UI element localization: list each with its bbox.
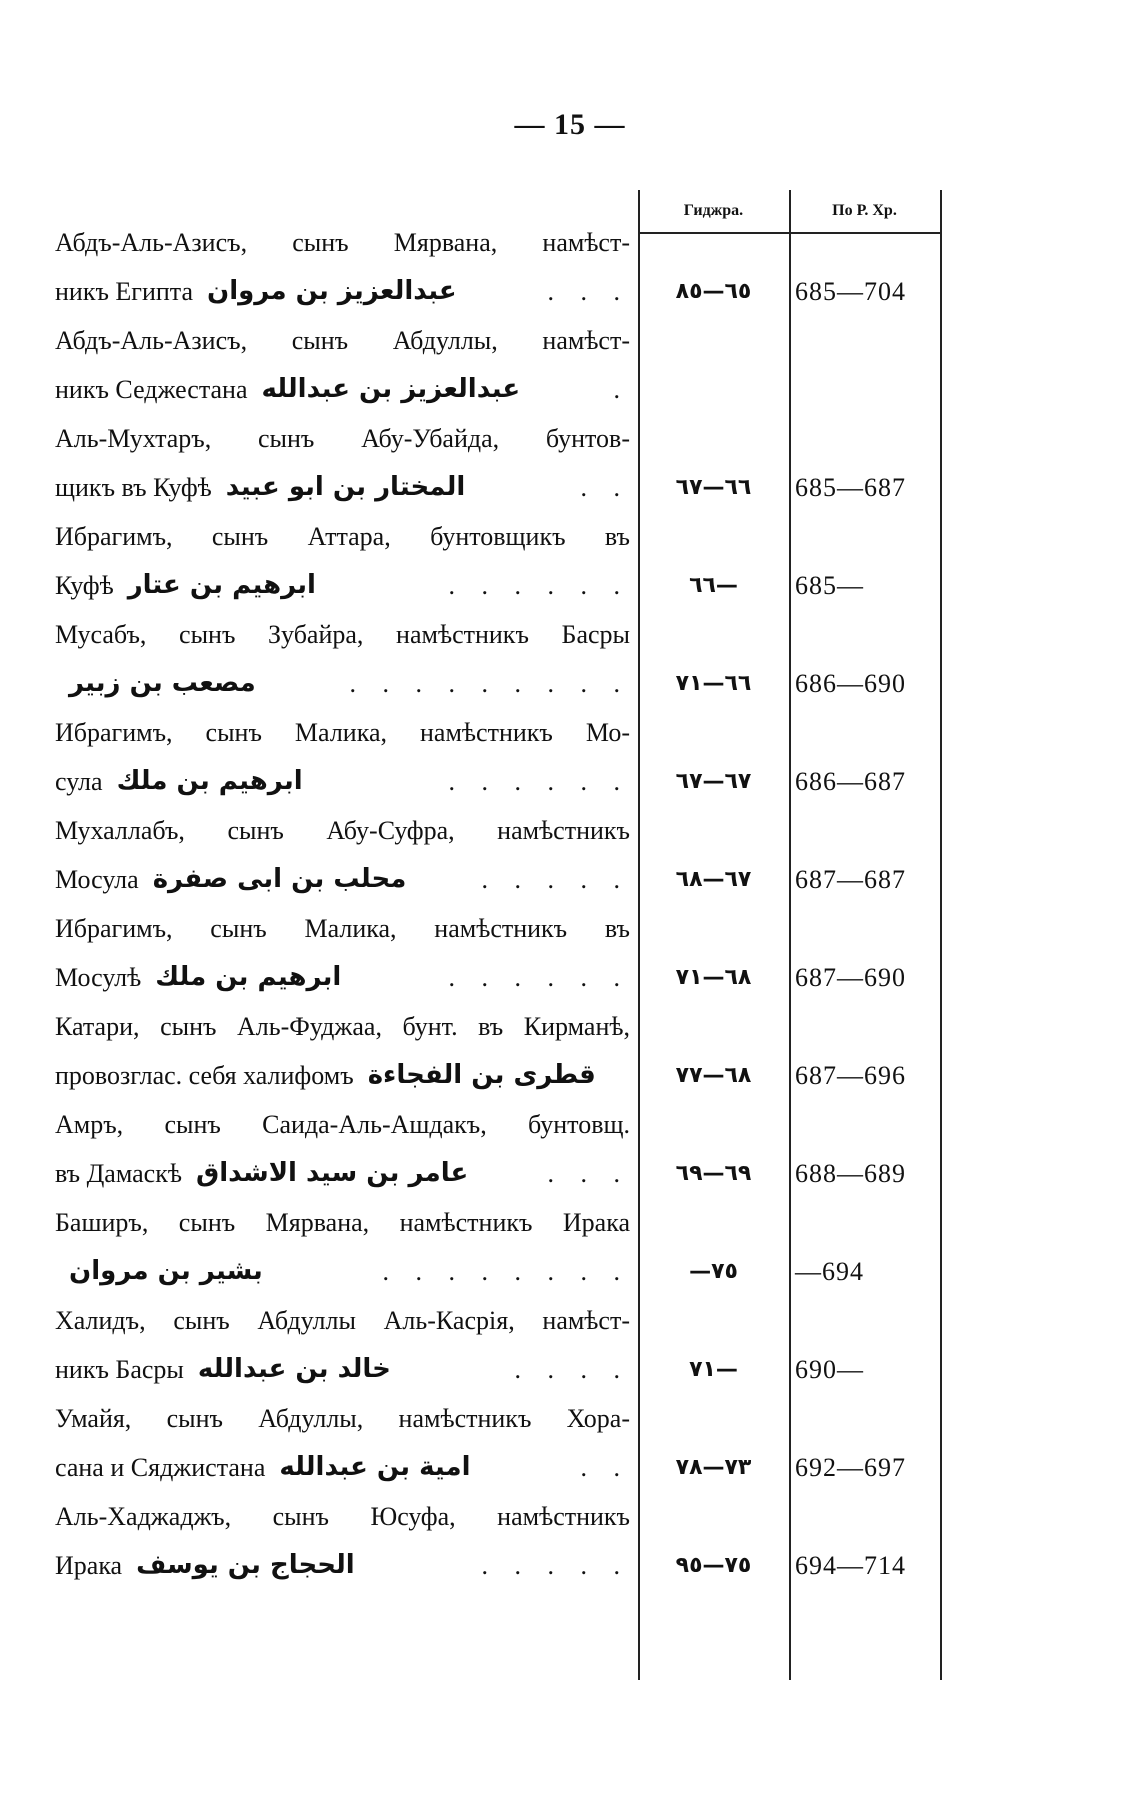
entry-location: сана и Сяджистана: [55, 1453, 266, 1482]
entry-name-line: [55, 855, 630, 904]
entry-row: [55, 1002, 940, 1100]
entry-location: Мосулѣ: [55, 963, 142, 992]
entry-arabic-name: محلب بن ابى صفرة: [152, 864, 407, 894]
entry-arabic-name: عبدالعزيز بن عبدالله: [261, 374, 521, 404]
entry-description: Абдъ-Аль-Азисъ, сынъ Абдуллы, намѣст-: [55, 326, 630, 355]
entry-name-line: [55, 1051, 630, 1100]
dot-leader: . . . . . . . .: [382, 1257, 630, 1286]
hijra-years: ٦٧—٦٨: [675, 867, 752, 892]
ad-years: 685—687: [795, 473, 906, 502]
ad-years: 690—: [795, 1355, 864, 1384]
entry-arabic-name: عامر بن سيد الاشداق: [195, 1158, 469, 1188]
ad-years: 686—687: [795, 767, 906, 796]
ad-years: 692—697: [795, 1453, 906, 1482]
entry-row: [55, 1394, 940, 1492]
hijra-years: ٧٥—٩٥: [675, 1553, 752, 1578]
entry-name-line: [55, 561, 630, 610]
entry-description: Умайя, сынъ Абдуллы, намѣстникъ Хора-: [55, 1404, 630, 1433]
entry-description: Ибрагимъ, сынъ Малика, намѣстникъ въ: [55, 914, 630, 943]
column-header-hijra: Гиджра.: [683, 202, 744, 219]
entry-description: Аль-Мухтаръ, сынъ Абу-Убайда, бунтов-: [55, 424, 630, 453]
entry-arabic-name: قطرى بن الفجاءة: [367, 1060, 596, 1090]
entry-description: Мухаллабъ, сынъ Абу-Суфра, намѣстникъ: [55, 816, 630, 845]
entry-location: въ Дамаскѣ: [55, 1159, 182, 1188]
entry-location: Куфѣ: [55, 571, 114, 600]
dot-leader: . . . . . .: [448, 767, 630, 796]
entry-location: никъ Египта: [55, 277, 193, 306]
dot-leader: . . . . . . . . .: [349, 669, 630, 698]
ad-years: —694: [795, 1257, 864, 1286]
entry-arabic-name: ابرهيم بن ملك: [116, 766, 303, 796]
dot-leader: . . . . . .: [448, 963, 630, 992]
column-divider-right: [940, 190, 942, 1680]
entry-row: [55, 218, 940, 316]
entry-description: Халидъ, сынъ Абдуллы Аль-Касрія, намѣст-: [55, 1306, 630, 1335]
dot-leader: . .: [580, 1453, 630, 1482]
entry-location: провозглас. себя халифомъ: [55, 1061, 354, 1090]
entry-row: [55, 806, 940, 904]
entry-row: [55, 1100, 940, 1198]
entry-description: Абдъ-Аль-Азисъ, сынъ Мярвана, намѣст-: [55, 228, 630, 257]
entry-location: щикъ въ Куфѣ: [55, 473, 212, 502]
entry-arabic-name: عبدالعزيز بن مروان: [207, 276, 457, 306]
dot-leader: . . . .: [514, 1355, 630, 1384]
entry-row: [55, 1296, 940, 1394]
dot-leader: . . . . . .: [448, 571, 630, 600]
entry-row: [55, 904, 940, 1002]
entry-name-line: [55, 365, 630, 414]
column-header-ad: По Р. Хр.: [832, 202, 897, 219]
dot-leader: .: [613, 375, 630, 404]
hijra-years: ٧١—: [689, 1357, 738, 1382]
ad-years: 687—690: [795, 963, 906, 992]
entry-row: [55, 610, 940, 708]
entry-location: сула: [55, 767, 103, 796]
entry-arabic-name: بشير بن مروان: [69, 1256, 263, 1286]
dot-leader: . . .: [547, 1159, 630, 1188]
hijra-years: ٧٣—٧٨: [675, 1455, 752, 1480]
entry-description: Ибрагимъ, сынъ Малика, намѣстникъ Мо-: [55, 718, 630, 747]
dot-leader: . . . . .: [481, 1551, 630, 1580]
dot-leader: . . .: [547, 277, 630, 306]
ad-years: 694—714: [795, 1551, 906, 1580]
ad-years: 687—696: [795, 1061, 906, 1090]
ad-years: 686—690: [795, 669, 906, 698]
entry-name-line: [55, 953, 630, 1002]
entry-arabic-name: خالد بن عبدالله: [197, 1354, 391, 1384]
entry-name-line: [55, 463, 630, 512]
entry-name-line: [55, 659, 630, 708]
entry-arabic-name: ابرهيم بن عتار: [127, 570, 316, 600]
hijra-years: ٦٨—٧٧: [675, 1063, 752, 1088]
ad-years: 687—687: [795, 865, 906, 894]
hijra-years: ٦٦—: [689, 573, 738, 598]
entry-location: Ирака: [55, 1551, 123, 1580]
ad-years: 685—: [795, 571, 864, 600]
entry-row: [55, 1198, 940, 1296]
entry-name-line: [55, 757, 630, 806]
hijra-years: ٦٥—٨٥: [675, 279, 752, 304]
dot-leader: . .: [580, 473, 630, 502]
entry-row: [55, 414, 940, 512]
hijra-years: ٦٩—٦٩: [675, 1161, 752, 1186]
entry-arabic-name: امية بن عبدالله: [279, 1452, 471, 1482]
entry-list: [55, 218, 940, 1590]
entry-description: Амръ, сынъ Саида-Аль-Ашдакъ, бунтовщ.: [55, 1110, 630, 1139]
entry-row: [55, 708, 940, 806]
hijra-years: ٦٦—٧١: [675, 671, 752, 696]
hijra-years: ٦٨—٧١: [675, 965, 752, 990]
entry-description: Мусабъ, сынъ Зубайра, намѣстникъ Басры: [55, 620, 630, 649]
entry-name-line: [55, 1345, 630, 1394]
entry-name-line: [55, 1443, 630, 1492]
entry-location: Мосула: [55, 865, 139, 894]
hijra-years: —٧٥: [689, 1259, 738, 1284]
entry-location: никъ Басры: [55, 1355, 184, 1384]
entry-row: [55, 316, 940, 414]
entry-description: Баширъ, сынъ Мярвана, намѣстникъ Ирака: [55, 1208, 630, 1237]
page-number: — 15 —: [514, 108, 626, 141]
hijra-years: ٦٧—٦٧: [675, 769, 752, 794]
ad-years: [795, 365, 940, 414]
entry-description: Катари, сынъ Аль-Фуджаа, бунт. въ Кирманѣ,: [55, 1012, 630, 1041]
entry-arabic-name: مصعب بن زبير: [69, 668, 256, 698]
dot-leader: . . . . .: [481, 865, 630, 894]
entry-name-line: [55, 267, 630, 316]
entry-arabic-name: المختار بن ابو عبيد: [225, 472, 466, 502]
entry-arabic-name: ابرهيم بن ملك: [155, 962, 342, 992]
entry-row: [55, 512, 940, 610]
entry-name-line: [55, 1541, 630, 1590]
ad-years: 688—689: [795, 1159, 906, 1188]
entry-name-line: [55, 1247, 630, 1296]
entry-description: Ибрагимъ, сынъ Аттара, бунтовщикъ въ: [55, 522, 630, 551]
entry-name-line: [55, 1149, 630, 1198]
hijra-years: [638, 365, 789, 414]
ad-years: 685—704: [795, 277, 906, 306]
entry-arabic-name: الحجاج بن يوسف: [136, 1550, 355, 1580]
entry-row: [55, 1492, 940, 1590]
hijra-years: ٦٦—٦٧: [675, 475, 752, 500]
entry-location: никъ Седжестана: [55, 375, 248, 404]
entry-description: Аль-Хаджаджъ, сынъ Юсуфа, намѣстникъ: [55, 1502, 630, 1531]
